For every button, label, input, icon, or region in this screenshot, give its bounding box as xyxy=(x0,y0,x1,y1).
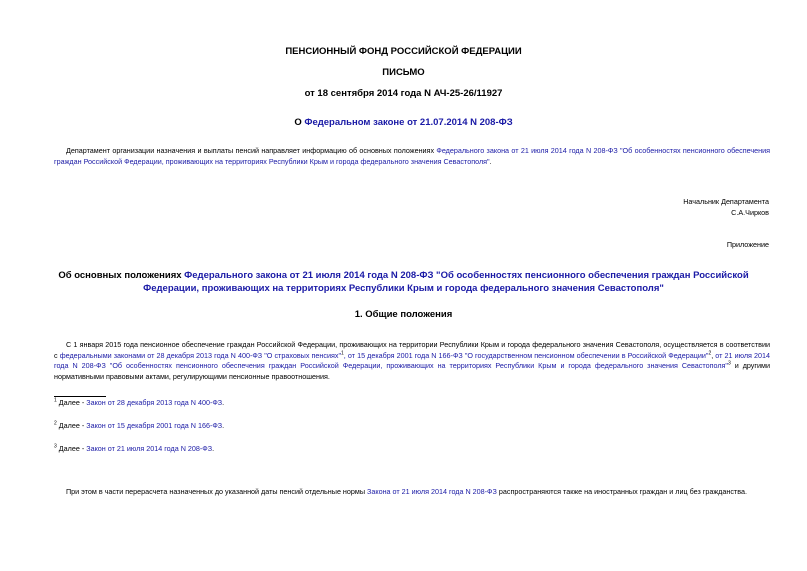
appendix-title-prefix: Об основных положениях xyxy=(58,270,185,281)
footnote-2-prefix: Далее - xyxy=(56,421,87,430)
closing-law-link[interactable]: Закона от 21 июля 2014 года N 208-ФЗ xyxy=(367,487,497,496)
appendix-title-link[interactable]: Федерального закона от 21 июля 2014 года N 208-ФЗ "Об особенностях пенсионного обеспечения граждан Российской Федерации, проживающих на территориях Республики Крым и города федерального значения Севастополя" xyxy=(143,270,749,294)
closing-paragraph xyxy=(54,487,770,498)
footnote-2 xyxy=(54,421,224,431)
footnote-1-number: 1 xyxy=(54,397,57,404)
org-heading: ПЕНСИОННЫЙ ФОНД РОССИЙСКОЙ ФЕДЕРАЦИИ xyxy=(285,46,522,57)
law-208-link[interactable]: от 21 июля 2014 года N 208-ФЗ "Об особенностях пенсионного обеспечения граждан Российской Федерации, проживающих на территориях Республики Крым и города федерального значения Севастополя" xyxy=(54,350,770,370)
section1-title: 1. Общие положения xyxy=(354,309,453,320)
footnote-3-link[interactable]: Закон от 21 июля 2014 года N 208-ФЗ xyxy=(86,444,213,453)
footnote-1 xyxy=(54,398,224,408)
section1-text-d: и другими нормативными правовыми актами, регулирующими пенсионные правоотношения. xyxy=(54,361,770,381)
footnote-2-suffix: . xyxy=(222,421,225,430)
footnote-2-link[interactable]: Закон от 15 декабря 2001 года N 166-ФЗ xyxy=(86,421,223,430)
subject-prefix: О xyxy=(294,117,305,128)
closing-text: При этом в части перерасчета назначенных до указанной даты пенсий отдельные нормы xyxy=(66,487,368,496)
footnote-3 xyxy=(54,444,214,454)
footnote-3-number: 3 xyxy=(54,443,57,450)
footnote-1-suffix: . xyxy=(222,398,225,407)
law-400-link[interactable]: федеральными законами от 28 декабря 2013 года N 400-ФЗ "О страховых пенсиях" xyxy=(59,350,341,360)
date-number-heading: от 18 сентября 2014 года N АЧ-25-26/11927 xyxy=(304,88,503,99)
footnote-1-prefix: Далее - xyxy=(56,398,87,407)
footnote-ref-2[interactable]: 2 xyxy=(708,350,712,357)
section1-paragraph xyxy=(54,340,770,382)
signature-position: Начальник Департамента xyxy=(683,197,769,206)
appendix-label: Приложение xyxy=(726,240,769,249)
footnote-ref-1[interactable]: 1 xyxy=(341,350,344,357)
intro-text: Департамент организации назначения и выплаты пенсий направляет информацию об основных положениях xyxy=(66,146,437,155)
footnote-1-link[interactable]: Закон от 28 декабря 2013 года N 400-ФЗ xyxy=(86,398,223,407)
appendix-title xyxy=(40,270,767,295)
closing-text-end: распространяются также на иностранных граждан и лиц без гражданства. xyxy=(496,487,747,496)
footnote-ref-3[interactable]: 3 xyxy=(727,360,731,367)
footnote-3-suffix: . xyxy=(212,444,215,453)
intro-paragraph xyxy=(54,146,770,167)
signature-name: С.А.Чирков xyxy=(731,208,769,217)
subject-law-link[interactable]: Федеральном законе от 21.07.2014 N 208-ФЗ xyxy=(304,117,513,128)
subject-heading xyxy=(0,117,807,129)
footnote-2-number: 2 xyxy=(54,420,57,427)
footnote-divider xyxy=(54,396,106,397)
intro-law-link[interactable]: Федерального закона от 21 июля 2014 года N 208-ФЗ "Об особенностях пенсионного обеспечения граждан Российской Федерации, проживающих на территориях Республики Крым и города федерального значения Севастополя" xyxy=(54,146,770,166)
section1-text-a: С 1 января 2015 года пенсионное обеспечение граждан Российской Федерации, проживающих на территории Республики Крым и города федерального значения Севастополя, осуществляется в соответствии с xyxy=(54,340,770,360)
footnote-3-prefix: Далее - xyxy=(56,444,87,453)
doc-type-heading: ПИСЬМО xyxy=(382,67,425,78)
section1-text-c: , xyxy=(711,350,716,360)
intro-text-end: . xyxy=(489,156,492,166)
law-166-link[interactable]: , от 15 декабря 2001 года N 166-ФЗ "О государственном пенсионном обеспечении в Российской Федерации" xyxy=(343,350,709,360)
